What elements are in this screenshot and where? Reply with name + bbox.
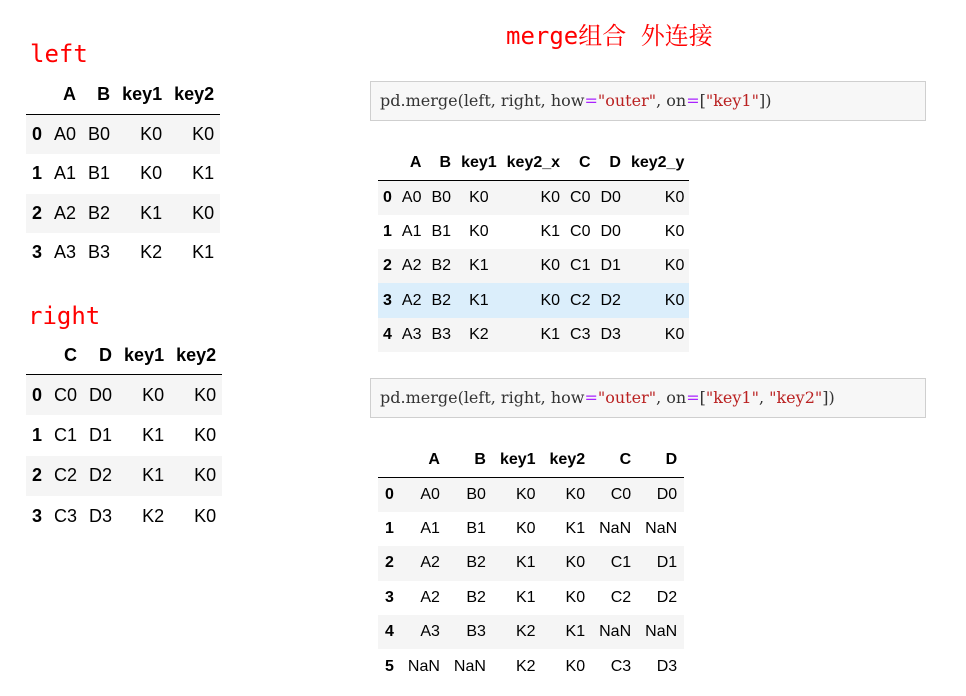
table-cell: D1: [600, 257, 621, 275]
table-row: [26, 415, 222, 456]
code-cell-merge-key1-key2[interactable]: [370, 378, 926, 418]
table-cell: C2: [570, 291, 591, 309]
table-cell: K1: [192, 242, 215, 263]
table-cell: K0: [140, 124, 163, 144]
table-cell: A2: [401, 257, 422, 275]
row-index: 0: [385, 485, 394, 503]
column-header: C: [592, 443, 638, 478]
table-cell: C3: [54, 505, 78, 526]
table-cell: K1: [469, 257, 489, 275]
table-cell: K1: [540, 222, 561, 240]
column-header: key2: [170, 336, 222, 375]
table-cell: B3: [431, 325, 452, 343]
column-header: C: [48, 336, 83, 375]
code-text: , on: [656, 388, 687, 407]
row-index: 3: [32, 505, 43, 526]
code-text: [: [699, 91, 706, 110]
table-cell: C1: [570, 257, 591, 275]
table-cell: K2: [469, 325, 489, 343]
table-cell: NaN: [599, 520, 632, 538]
code-text: , on: [656, 91, 687, 110]
table-cell: A2: [420, 554, 440, 572]
index-header: [26, 74, 48, 115]
merge-result-key1-table: [378, 146, 689, 352]
table-cell: K0: [469, 222, 489, 240]
table-cell: B3: [88, 242, 111, 263]
code-text: ]): [822, 388, 835, 407]
table-cell: D3: [656, 657, 678, 675]
table-cell: C2: [610, 588, 632, 606]
table-cell: K0: [192, 202, 215, 223]
table-cell: K0: [194, 465, 217, 486]
table-cell: B3: [466, 623, 486, 641]
column-header: A: [48, 74, 82, 115]
column-header: key2: [168, 74, 220, 115]
table-cell: A3: [420, 623, 440, 641]
table-cell: C1: [54, 424, 78, 445]
code-string: "key1": [705, 91, 759, 110]
column-header: B: [447, 443, 493, 478]
code-operator: =: [686, 91, 700, 110]
table-row: [26, 154, 220, 194]
table-cell: K1: [515, 554, 536, 572]
table-row: [378, 546, 684, 580]
table-cell: B0: [466, 485, 486, 503]
code-string: "outer": [597, 91, 657, 110]
right-dataframe-table: [26, 336, 222, 537]
table-header-row: [26, 74, 220, 115]
code-cell-merge-key1[interactable]: [370, 81, 926, 121]
index-header: [378, 146, 397, 181]
table-row: [378, 581, 684, 615]
table-cell: C0: [54, 384, 78, 405]
column-header: key1: [116, 74, 168, 115]
code-string: "key2": [769, 388, 823, 407]
table-row: [378, 615, 684, 649]
table-header-row: [26, 336, 222, 375]
code-operator: =: [686, 388, 700, 407]
table-cell: D1: [89, 424, 113, 445]
table-header-row: [378, 443, 684, 478]
table-cell: K0: [540, 188, 561, 206]
table-cell: K0: [664, 257, 685, 275]
index-header: [26, 336, 48, 375]
table-cell: A2: [420, 588, 440, 606]
table-cell: K0: [540, 291, 561, 309]
table-cell: A2: [401, 291, 422, 309]
table-cell: K1: [515, 588, 536, 606]
column-header: A: [397, 146, 427, 181]
table-cell: B0: [88, 124, 111, 144]
table-cell: C0: [570, 188, 591, 206]
table-row: [378, 478, 684, 512]
table-cell: D0: [600, 222, 621, 240]
column-header: C: [565, 146, 595, 181]
row-index: 3: [385, 588, 394, 606]
row-index: 5: [385, 657, 394, 675]
table-cell: C0: [610, 485, 632, 503]
table-cell: NaN: [645, 520, 678, 538]
row-index: 1: [32, 163, 43, 184]
column-header: A: [401, 443, 447, 478]
table-cell: K1: [142, 424, 165, 445]
table-cell: NaN: [407, 657, 440, 675]
table-row: [378, 215, 689, 249]
row-index: 2: [383, 257, 392, 275]
table-cell: D0: [656, 485, 678, 503]
table-cell: K1: [142, 465, 165, 486]
code-operator: =: [584, 388, 598, 407]
right-df-label: right: [28, 302, 101, 330]
table-cell: A3: [54, 242, 77, 263]
table-cell: D2: [656, 588, 678, 606]
table-cell: D2: [600, 291, 621, 309]
page-title: merge组合 外连接: [506, 22, 713, 50]
table-cell: K0: [664, 291, 685, 309]
table-cell: B0: [431, 188, 452, 206]
table-cell: K0: [469, 188, 489, 206]
column-header: key1: [493, 443, 543, 478]
code-text: pd.merge(left, right, how: [380, 91, 585, 110]
table-cell: K0: [664, 222, 685, 240]
table-cell: K0: [664, 325, 685, 343]
row-index: 1: [32, 424, 43, 445]
table-cell: NaN: [645, 623, 678, 641]
table-row: [26, 115, 220, 155]
table-cell: K1: [540, 325, 561, 343]
column-header: B: [82, 74, 116, 115]
index-header: [378, 443, 401, 478]
table-row: [26, 456, 222, 497]
row-index: 2: [32, 202, 43, 223]
merge-result-key1-key2-table: [378, 443, 684, 684]
code-string: "key1": [705, 388, 759, 407]
table-cell: D3: [600, 325, 621, 343]
code-string: "outer": [597, 388, 657, 407]
table-cell: B2: [431, 257, 452, 275]
table-cell: C0: [570, 222, 591, 240]
table-cell: K1: [565, 623, 586, 641]
column-header: D: [596, 146, 626, 181]
table-cell: B2: [466, 588, 486, 606]
table-cell: K0: [540, 257, 561, 275]
table-cell: B1: [431, 222, 452, 240]
table-cell: A2: [54, 202, 77, 223]
table-cell: K1: [192, 163, 215, 184]
table-cell: B1: [466, 520, 486, 538]
table-row: [26, 375, 222, 416]
row-index: 1: [385, 520, 394, 538]
table-cell: K2: [515, 657, 536, 675]
left-df-label: left: [30, 40, 88, 68]
table-cell: K0: [192, 124, 215, 144]
table-row: [378, 318, 689, 352]
table-cell: K0: [664, 188, 685, 206]
table-cell: A3: [401, 325, 422, 343]
table-cell: B2: [466, 554, 486, 572]
table-cell: NaN: [453, 657, 486, 675]
table-cell: K0: [140, 163, 163, 184]
table-cell: K2: [140, 242, 163, 263]
table-cell: A1: [54, 163, 77, 184]
table-cell: K2: [515, 623, 536, 641]
table-row: [378, 181, 689, 215]
column-header: B: [426, 146, 456, 181]
table-cell: K0: [142, 384, 165, 405]
table-cell: A1: [420, 520, 440, 538]
table-cell: K0: [194, 505, 217, 526]
row-index: 4: [383, 325, 392, 343]
code-text: [: [699, 388, 706, 407]
column-header: key1: [456, 146, 502, 181]
table-row-highlighted: [378, 283, 689, 317]
table-cell: K0: [565, 485, 586, 503]
table-cell: K0: [194, 424, 217, 445]
table-cell: D0: [89, 384, 113, 405]
code-text: pd.merge(left, right, how: [380, 388, 585, 407]
table-row: [378, 649, 684, 683]
table-row: [26, 496, 222, 537]
table-cell: K0: [565, 657, 586, 675]
table-cell: C3: [610, 657, 632, 675]
table-cell: D2: [89, 465, 113, 486]
table-cell: K0: [515, 485, 536, 503]
table-cell: K1: [565, 520, 586, 538]
table-cell: C2: [54, 465, 78, 486]
row-index: 3: [32, 242, 43, 263]
row-index: 4: [385, 623, 394, 641]
table-cell: A0: [420, 485, 440, 503]
table-cell: A0: [401, 188, 422, 206]
table-cell: B1: [88, 163, 111, 184]
row-index: 0: [32, 124, 43, 144]
row-index: 2: [32, 465, 43, 486]
row-index: 2: [385, 554, 394, 572]
row-index: 0: [32, 384, 43, 405]
row-index: 0: [383, 188, 392, 206]
table-header-row: [378, 146, 689, 181]
table-cell: D3: [89, 505, 113, 526]
table-cell: NaN: [599, 623, 632, 641]
table-cell: K0: [515, 520, 536, 538]
table-cell: K0: [565, 554, 586, 572]
table-row: [378, 249, 689, 283]
code-operator: =: [584, 91, 598, 110]
table-row: [378, 512, 684, 546]
column-header: D: [83, 336, 118, 375]
table-cell: K1: [140, 202, 163, 223]
table-cell: D1: [656, 554, 678, 572]
row-index: 1: [383, 222, 392, 240]
table-cell: K1: [469, 291, 489, 309]
table-cell: K2: [142, 505, 165, 526]
column-header: key1: [118, 336, 170, 375]
code-text: ]): [758, 91, 772, 110]
row-index: 3: [383, 291, 392, 309]
table-cell: D0: [600, 188, 621, 206]
column-header: key2_x: [502, 146, 565, 181]
table-row: [26, 194, 220, 234]
column-header: key2: [543, 443, 593, 478]
table-cell: K0: [194, 384, 217, 405]
table-cell: K0: [565, 588, 586, 606]
table-cell: C3: [570, 325, 591, 343]
table-cell: A0: [54, 124, 77, 144]
column-header: D: [638, 443, 684, 478]
left-dataframe-table: [26, 74, 220, 273]
table-row: [26, 233, 220, 273]
table-cell: C1: [610, 554, 632, 572]
table-cell: A1: [401, 222, 422, 240]
table-cell: B2: [431, 291, 452, 309]
table-cell: B2: [88, 202, 111, 223]
code-text: ,: [758, 388, 770, 407]
column-header: key2_y: [626, 146, 689, 181]
